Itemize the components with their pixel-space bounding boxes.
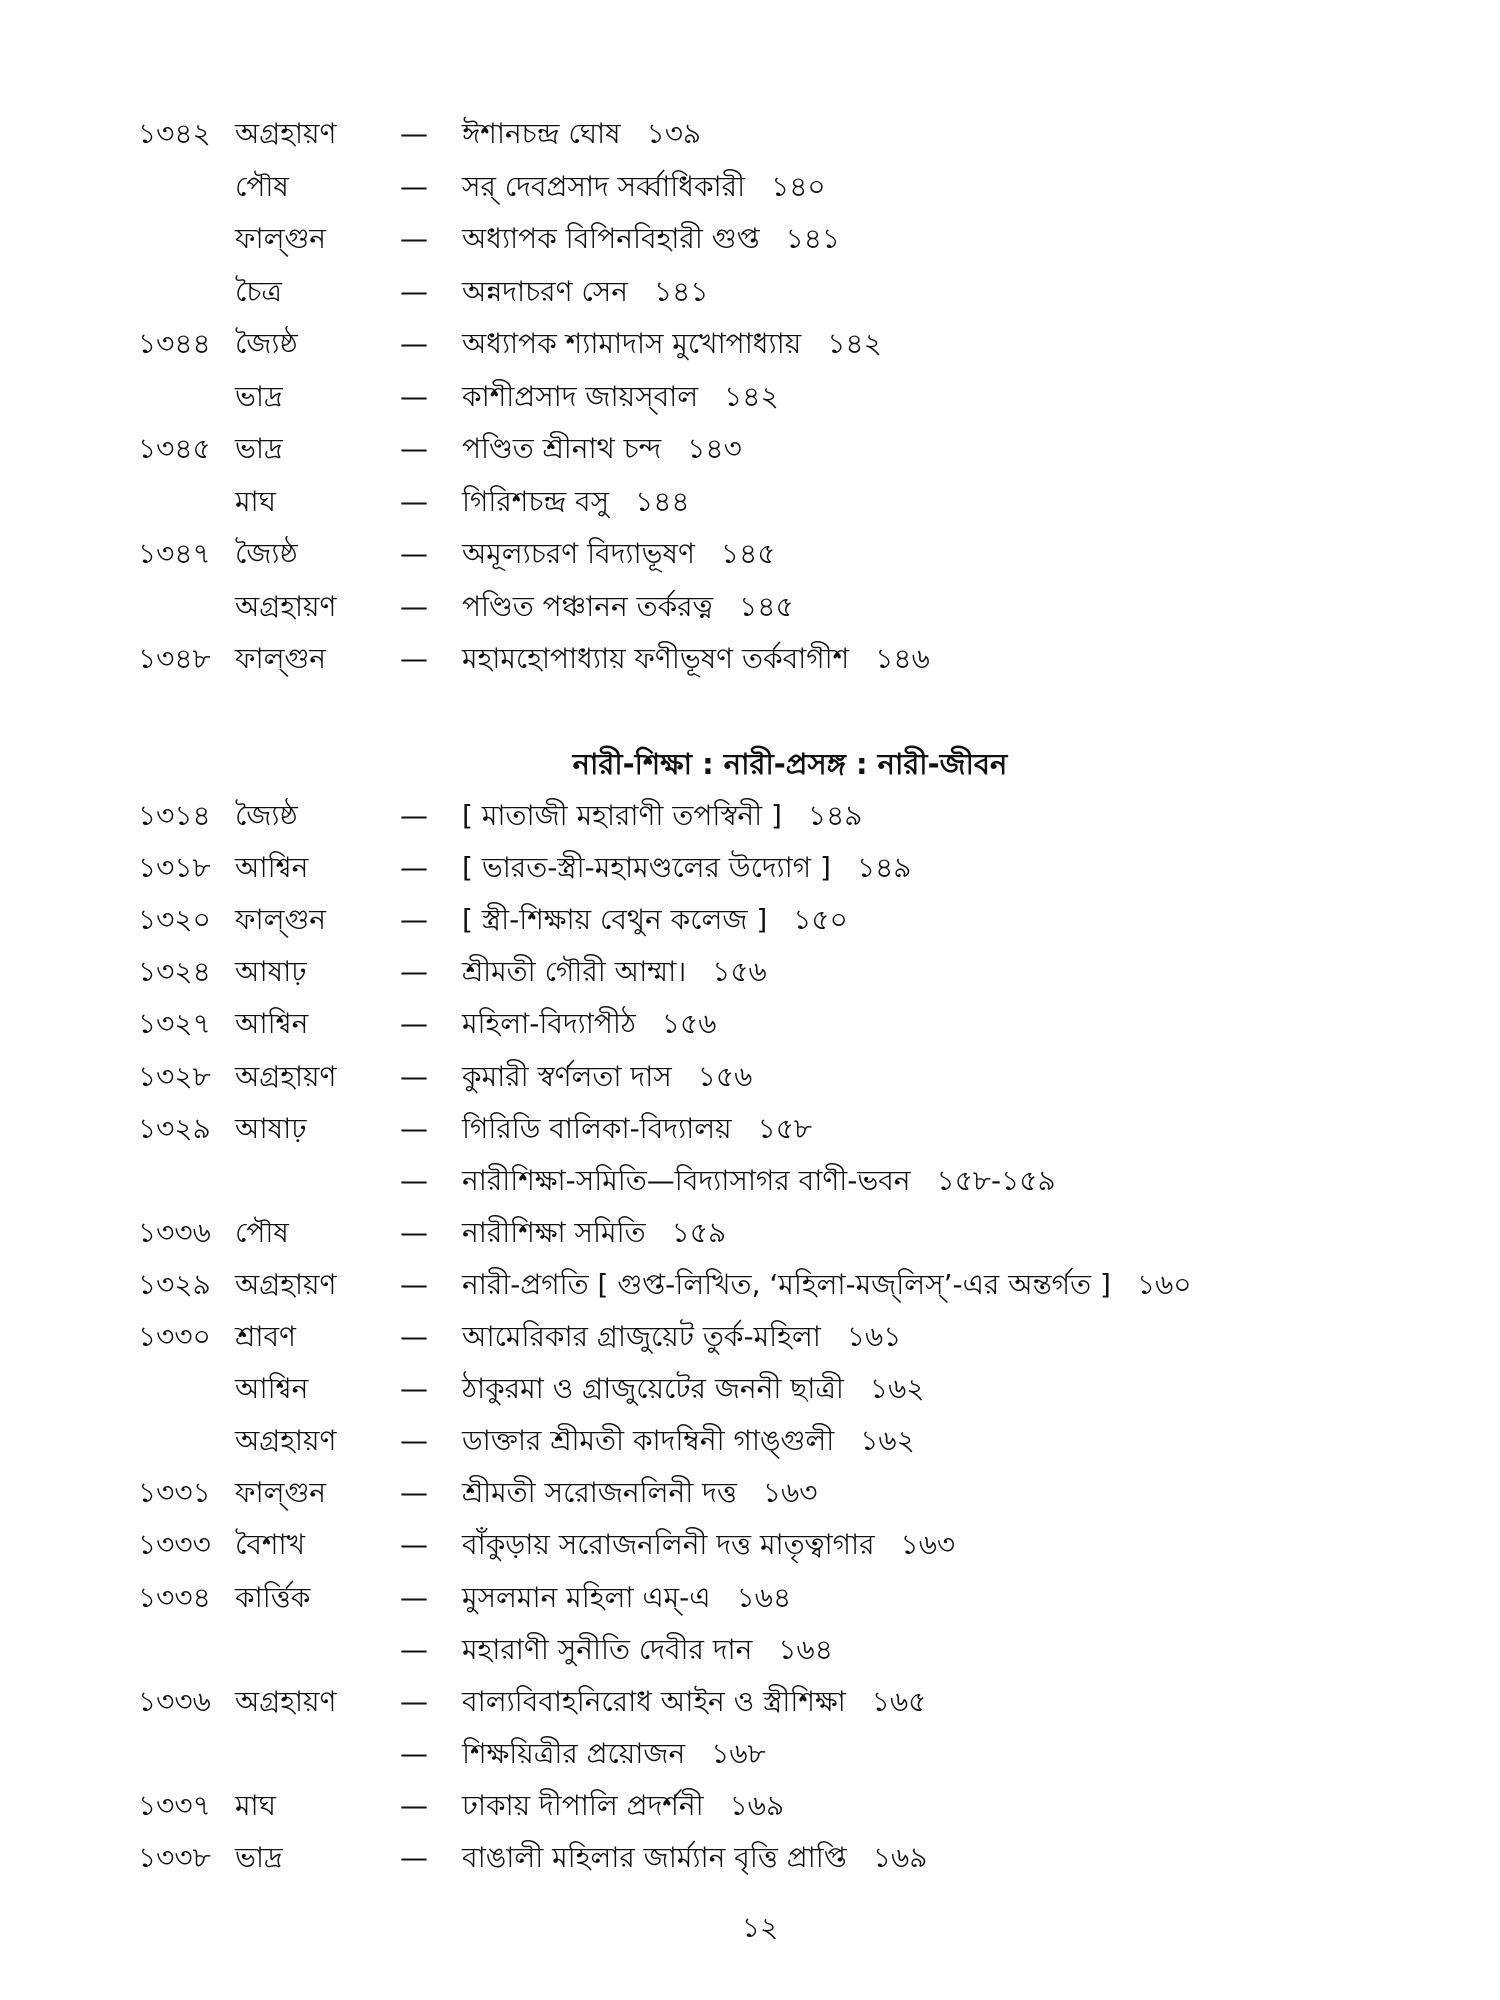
entry-title-cell [462, 1574, 791, 1622]
entry-page-ref: ১৪০ [771, 169, 826, 203]
entry-dash: — [400, 1163, 428, 1197]
entry-month: বৈশাখ [235, 1528, 305, 1562]
entry-month: পৌষ [235, 169, 289, 203]
index-entry [0, 948, 1500, 996]
entry-title: বাল্যবিবাহনিরোধ আইন ও স্ত্রীশিক্ষা [462, 1684, 846, 1718]
index-entry [0, 1469, 1500, 1517]
entry-dash: — [400, 1267, 428, 1301]
entry-page-ref: ১৪২ [827, 327, 882, 360]
entry-year: ১৩৩৩ [138, 1528, 211, 1562]
entry-year: ১৩৪২ [138, 117, 211, 150]
entry-dash: — [400, 1580, 428, 1614]
entry-page-ref: ১৬৩ [762, 1476, 818, 1510]
entry-title: নারী-প্রগতি [ গুপ্ত-লিখিত, ‘মহিলা-মজ্‌লিস্’-এর অন্তর্গত ] [462, 1267, 1111, 1301]
entry-title: মহারাণী সুনীতি দেবীর দান [462, 1632, 753, 1666]
entry-page-ref: ১৬২ [869, 1372, 925, 1406]
entry-dash: — [400, 1632, 428, 1666]
entry-year: ১৩১৪ [138, 799, 211, 832]
entry-month: ফাল্গুন [235, 903, 326, 937]
entry-title-cell [462, 1365, 925, 1413]
index-entry [0, 1574, 1500, 1622]
entry-title: অধ্যাপক শ্যামাদাস মুখোপাধ্যায় [462, 327, 802, 360]
entry-dash: — [400, 1372, 428, 1406]
entry-title-cell [462, 583, 794, 631]
entry-title: মুসলমান মহিলা এম্-এ [462, 1580, 711, 1614]
entry-dash: — [400, 1007, 428, 1041]
index-entry [0, 844, 1500, 892]
entry-dash: — [400, 955, 428, 989]
index-entry [0, 215, 1500, 263]
entry-dash: — [400, 1528, 428, 1562]
entry-title-cell [462, 1626, 833, 1674]
entry-month: অগ্রহায়ণ [235, 1059, 337, 1093]
index-entry [0, 792, 1500, 840]
index-entry [0, 1626, 1500, 1674]
entry-month: জ্যৈষ্ঠ [235, 537, 298, 570]
index-entry [0, 530, 1500, 578]
entry-month: আশ্বিন [235, 851, 309, 885]
index-entry [0, 896, 1500, 944]
entry-dash: — [400, 379, 428, 413]
index-entry [0, 1834, 1500, 1882]
entry-dash: — [400, 642, 428, 675]
entry-month: ফাল্গুন [235, 1476, 326, 1510]
entry-title-cell [462, 1782, 784, 1830]
entry-title-cell [462, 1261, 1192, 1309]
entry-dash: — [400, 903, 428, 937]
index-entry [0, 1313, 1500, 1361]
index-entry [0, 1261, 1500, 1309]
entry-year: ১৩৪৫ [138, 432, 211, 465]
entry-dash: — [400, 327, 428, 360]
entry-title: অমূল্যচরণ বিদ্যাভূষণ [462, 537, 695, 570]
entry-month: আশ্বিন [235, 1007, 309, 1041]
entry-dash: — [400, 1684, 428, 1718]
entry-month: জ্যৈষ্ঠ [235, 799, 298, 832]
entry-title: পণ্ডিত পঞ্চানন তর্করত্ন [462, 589, 714, 623]
entry-title-cell [462, 110, 701, 158]
entry-page-ref: ১৬৩ [900, 1528, 956, 1562]
entry-page-ref: ১৬১ [846, 1320, 902, 1353]
entry-year: ১৩২৭ [138, 1007, 211, 1041]
entry-dash: — [400, 222, 428, 255]
entry-dash: — [400, 1059, 428, 1093]
index-entry [0, 1782, 1500, 1830]
entry-title: ঢাকায় দীপালি প্রদর্শনী [462, 1788, 704, 1822]
entry-title-cell [462, 320, 882, 368]
index-entry [0, 1678, 1500, 1726]
entry-year: ১৩৪৪ [138, 327, 211, 360]
entry-title-cell [462, 1521, 955, 1569]
entry-title: গিরিশচন্দ্র বসু [462, 484, 610, 518]
entry-page-ref: ১৫৬ [661, 1007, 717, 1041]
entry-page-ref: ১৪৪ [635, 484, 690, 518]
entry-page-ref: ১৫৯ [671, 1215, 727, 1249]
entry-title-cell [462, 1053, 752, 1101]
entry-title-cell [462, 792, 862, 840]
entry-page-ref: ১৫০ [793, 903, 848, 937]
entry-page-ref: ১৫৬ [697, 1059, 753, 1093]
entry-title: ঈশানচন্দ্র ঘোষ [462, 117, 621, 150]
entry-title-cell [462, 844, 911, 892]
entry-month: কার্ত্তিক [235, 1580, 311, 1614]
entry-month: ফাল্গুন [235, 222, 326, 255]
index-entry [0, 163, 1500, 211]
entry-page-ref: ১৫৬ [712, 955, 767, 989]
entry-title-cell [462, 1105, 812, 1153]
entry-month: ভাদ্র [235, 432, 283, 465]
entry-month: অগ্রহায়ণ [235, 589, 337, 623]
entry-title: মহিলা-বিদ্যাপীঠ [462, 1007, 636, 1041]
entry-year: ১৩২৮ [138, 1059, 211, 1093]
entry-title-cell [462, 1313, 901, 1361]
entry-year: ১৩৪৮ [138, 642, 211, 675]
entry-year: ১৩৩৪ [138, 1580, 211, 1614]
index-entry [0, 268, 1500, 316]
index-entry [0, 1521, 1500, 1569]
entry-year: ১৩৩১ [138, 1476, 211, 1510]
entry-page-ref: ১৬৫ [871, 1684, 927, 1718]
entry-year: ১৩১৮ [138, 851, 211, 885]
entry-title-cell [462, 425, 742, 473]
entry-month: অগ্রহায়ণ [235, 117, 337, 150]
entry-year: ১৩২০ [138, 903, 211, 937]
entry-month: মাঘ [235, 1788, 276, 1822]
entry-dash: — [400, 1736, 428, 1770]
entry-page-ref: ১৩৯ [646, 117, 702, 150]
entry-month: শ্রাবণ [235, 1320, 296, 1353]
entry-title-cell [462, 1678, 926, 1726]
entry-title-cell [462, 1000, 716, 1048]
entry-title-cell [462, 948, 767, 996]
entry-dash: — [400, 851, 428, 885]
entry-title-cell [462, 1209, 726, 1257]
entry-title-cell [462, 896, 848, 944]
entry-dash: — [400, 1111, 428, 1145]
entry-month: আষাঢ় [235, 1111, 307, 1145]
entry-title: বাঙালী মহিলার জার্ম্যান বৃত্তি প্রাপ্তি [462, 1841, 847, 1874]
entry-page-ref: ১৬৪ [778, 1632, 833, 1666]
entry-month: পৌষ [235, 1215, 289, 1249]
entry-year: ১৩২৯ [138, 1267, 211, 1301]
entry-page-ref: ১৪২ [724, 379, 779, 413]
entry-title: শিক্ষয়িত্রীর প্রয়োজন [462, 1736, 686, 1770]
index-entry [0, 1730, 1500, 1778]
entry-dash: — [400, 1788, 428, 1822]
entry-title: নারীশিক্ষা সমিতি [462, 1215, 646, 1249]
entry-page-ref: ১৪৫ [739, 589, 794, 623]
entry-title: [ ভারত-স্ত্রী-মহামণ্ডলের উদ্যোগ ] [462, 851, 831, 885]
index-entry [0, 110, 1500, 158]
entry-title-cell [462, 163, 826, 211]
entry-dash: — [400, 117, 428, 150]
index-entry [0, 425, 1500, 473]
entry-title-cell [462, 1469, 817, 1517]
entry-page-ref: ১৬৯ [729, 1788, 785, 1822]
entry-title: শ্রীমতী সরোজনলিনী দত্ত [462, 1476, 737, 1510]
entry-year: ১৩২৪ [138, 955, 211, 989]
entry-month: অগ্রহায়ণ [235, 1267, 337, 1301]
entry-title: গিরিডি বালিকা-বিদ্যালয় [462, 1111, 732, 1145]
entry-page-ref: ১৬৪ [736, 1580, 792, 1614]
entry-month: ফাল্গুন [235, 642, 326, 675]
entry-page-ref: ১৫৮-১৫৯ [936, 1163, 1056, 1197]
entry-title: নারীশিক্ষা-সমিতি—বিদ্যাসাগর বাণী-ভবন [462, 1163, 911, 1197]
entry-month: অগ্রহায়ণ [235, 1684, 337, 1718]
entry-title: কুমারী স্বর্ণলতা দাস [462, 1059, 672, 1093]
entry-year: ১৩৪৭ [138, 537, 211, 570]
entry-page-ref: ১৬২ [860, 1424, 915, 1458]
entry-dash: — [400, 169, 428, 203]
entry-title-cell [462, 1834, 927, 1882]
entry-month: আশ্বিন [235, 1372, 309, 1406]
entry-title-cell [462, 1417, 915, 1465]
entry-month: চৈত্র [235, 274, 283, 308]
index-entry [0, 1105, 1500, 1153]
entry-dash: — [400, 1841, 428, 1874]
entry-title-cell [462, 268, 709, 316]
entry-title: ঠাকুরমা ও গ্রাজুয়েটের জননী ছাত্রী [462, 1372, 844, 1406]
index-entry [0, 1053, 1500, 1101]
index-entry [0, 1209, 1500, 1257]
entry-page-ref: ১৪১ [653, 274, 709, 308]
entry-page-ref: ১৬০ [1136, 1267, 1192, 1301]
entry-month: ভাদ্র [235, 379, 283, 413]
entry-title: সর্ দেবপ্রসাদ সর্ব্বাধিকারী [462, 169, 746, 203]
entry-title: মহামহোপাধ্যায় ফণীভূষণ তর্কবাগীশ [462, 642, 850, 675]
entry-dash: — [400, 1320, 428, 1353]
index-entry [0, 1000, 1500, 1048]
index-entry [0, 583, 1500, 631]
entry-year: ১৩২৯ [138, 1111, 211, 1145]
entry-title: ডাক্তার শ্রীমতী কাদম্বিনী গাঙ্গুলী [462, 1424, 835, 1458]
entry-title: কাশীপ্রসাদ জায়স্‌বাল [462, 379, 699, 413]
entry-year: ১৩৩৬ [138, 1684, 211, 1718]
entry-title: বাঁকুড়ায় সরোজনলিনী দত্ত মাতৃত্বাগার [462, 1528, 875, 1562]
entry-title: পণ্ডিত শ্রীনাথ চন্দ [462, 432, 662, 465]
entry-title: [ স্ত্রী-শিক্ষায় বেথুন কলেজ ] [462, 903, 768, 937]
entry-year: ১৩৩৭ [138, 1788, 211, 1822]
entry-title: আমেরিকার গ্রাজুয়েট তুর্ক-মহিলা [462, 1320, 821, 1353]
entry-page-ref: ১৪৯ [856, 851, 912, 885]
entry-year: ১৩৩০ [138, 1320, 211, 1353]
entry-title-cell [462, 1730, 766, 1778]
entry-month: ভাদ্র [235, 1841, 283, 1874]
entry-dash: — [400, 589, 428, 623]
index-entry [0, 1157, 1500, 1205]
index-entry [0, 373, 1500, 421]
index-entry [0, 1417, 1500, 1465]
entry-month: মাঘ [235, 484, 276, 518]
entry-page-ref: ১৪১ [785, 222, 841, 255]
entry-dash: — [400, 537, 428, 570]
entry-dash: — [400, 1476, 428, 1510]
entry-title-cell [462, 635, 930, 683]
entry-title-cell [462, 215, 840, 263]
entry-year: ১৩৩৬ [138, 1215, 211, 1249]
section-heading: নারী-শিক্ষা : নারী-প্রসঙ্গ : নারী-জীবন [572, 747, 1008, 781]
index-entry [0, 320, 1500, 368]
entry-dash: — [400, 799, 428, 832]
entry-dash: — [400, 274, 428, 308]
entry-dash: — [400, 432, 428, 465]
entry-title-cell [462, 1157, 1056, 1205]
index-entry [0, 478, 1500, 526]
entry-dash: — [400, 1215, 428, 1249]
entry-title: শ্রীমতী গৌরী আম্মা। [462, 955, 687, 989]
entry-page-ref: ১৪৯ [807, 799, 863, 832]
entry-page-ref: ১৪৫ [720, 537, 776, 570]
entry-dash: — [400, 484, 428, 518]
entry-page-ref: ১৬৯ [872, 1841, 928, 1874]
entry-dash: — [400, 1424, 428, 1458]
index-entry [0, 635, 1500, 683]
index-entry [0, 1365, 1500, 1413]
entry-month: অগ্রহায়ণ [235, 1424, 337, 1458]
entry-page-ref: ১৬৮ [711, 1736, 766, 1770]
entry-month: জ্যৈষ্ঠ [235, 327, 298, 360]
entry-title: [ মাতাজী মহারাণী তপস্বিনী ] [462, 799, 782, 832]
entry-title-cell [462, 530, 775, 578]
entry-title-cell [462, 373, 779, 421]
page-number: ১২ [741, 1911, 779, 1944]
entry-year: ১৩৩৮ [138, 1841, 211, 1874]
entry-page-ref: ১৫৮ [757, 1111, 813, 1145]
entry-title-cell [462, 478, 690, 526]
entry-page-ref: ১৪৬ [875, 642, 930, 675]
entry-title: অধ্যাপক বিপিনবিহারী গুপ্ত [462, 222, 760, 255]
entry-title: অন্নদাচরণ সেন [462, 274, 628, 308]
entry-month: আষাঢ় [235, 955, 307, 989]
entry-page-ref: ১৪৩ [687, 432, 742, 465]
